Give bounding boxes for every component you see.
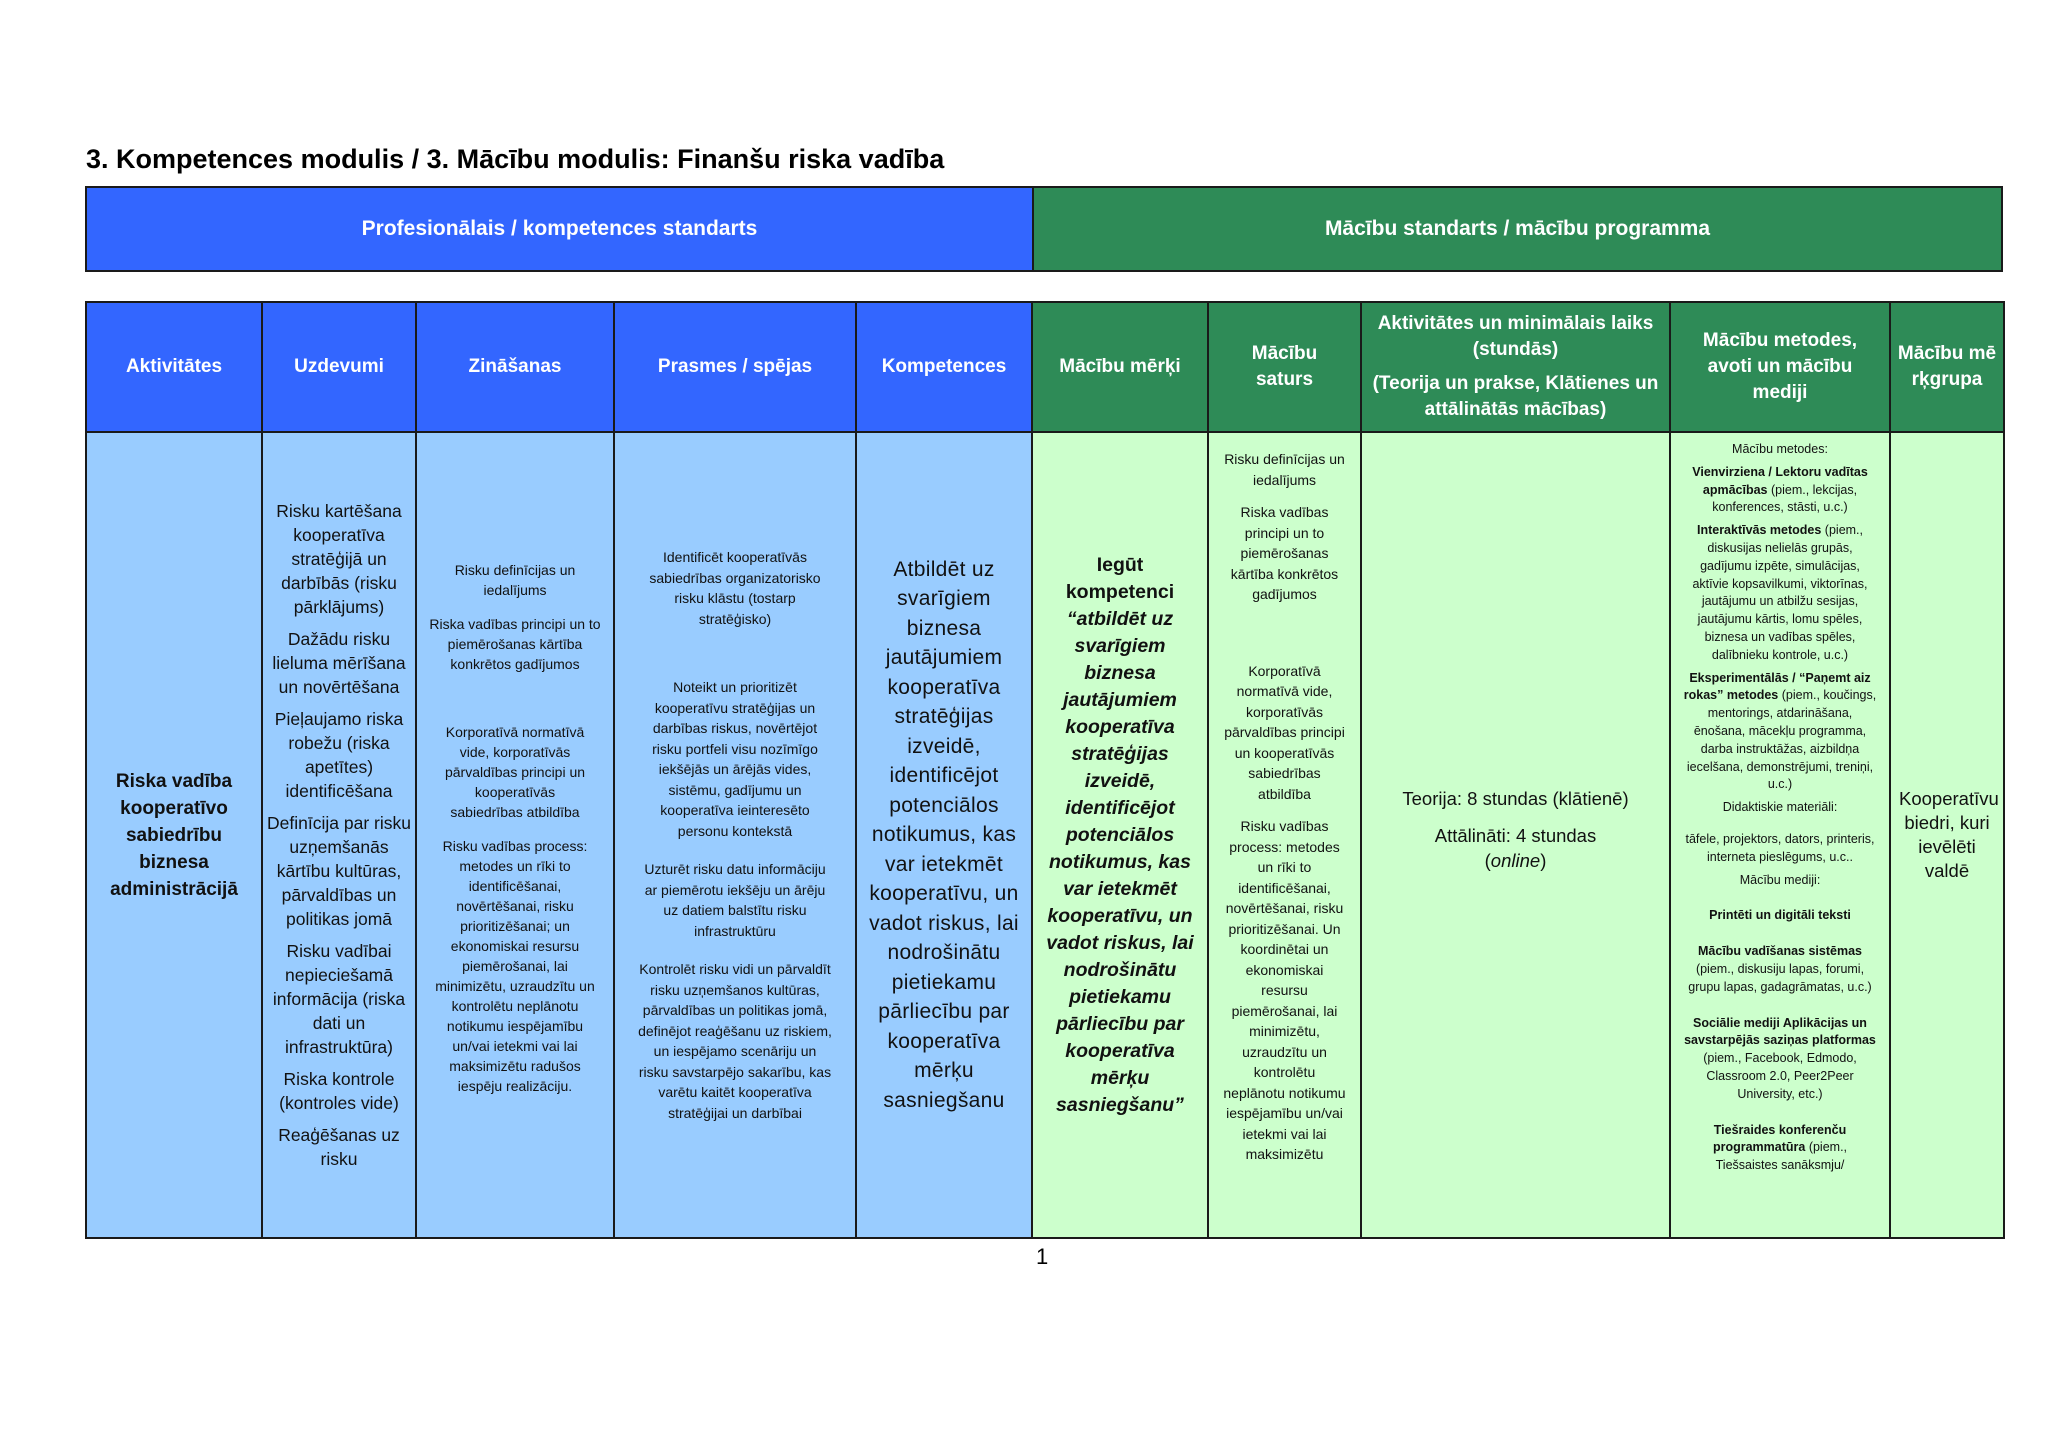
skill-item: Identificēt kooperatīvās sabiedrības organizatorisko risku klāstu (tostarp stratēģisko) bbox=[649, 549, 821, 627]
page-title: 3. Kompetences modulis / 3. Mācību modulis: Finanšu riska vadība bbox=[86, 144, 945, 174]
col-header-competences: Kompetences bbox=[856, 302, 1032, 432]
time-cell bbox=[1361, 432, 1670, 1238]
tasks-cell bbox=[262, 432, 416, 1238]
task-item: Dažādu risku lieluma mērīšana un novērtēšana bbox=[272, 629, 406, 697]
method-item: Eksperimentālās / “Paņemt aiz rokas” metodes (piem., koučings, mentorings, atdarināšana, ēnošana, mācekļu programma, darba instruktāžas, aizbildņa iecelšana, demonstrējumi, treniņi, u.c.) bbox=[1683, 670, 1877, 792]
task-item: Risku vadībai nepieciešamā informācija (riska dati un infrastruktūra) bbox=[272, 941, 406, 1057]
content-item: Korporatīvā normatīvā vide, korporatīvās pārvaldības principi un kooperatīvās sabiedrības atbildība bbox=[1224, 662, 1345, 802]
didactic-title: Didaktiskie materiāli: bbox=[1722, 800, 1838, 815]
didactic-items: tāfele, projektors, dators, printeris, interneta pieslēgums, u.c.. bbox=[1685, 831, 1875, 864]
media-item: Mācību vadīšanas sistēmas (piem., diskusiju lapas, forumi, grupu lapas, gadagrāmatas, u.c.) bbox=[1688, 944, 1872, 994]
header-row bbox=[86, 302, 2004, 432]
content-item: Risku vadības process: metodes un rīki to identificēšanai, novērtēšanai, risku prioritizēšanai. Un koordinētai un ekonomiskai resursu piemērošanai, lai minimizētu, uzraudzītu un kontrolētu neplānotu notikumu iespējamību un/vai ietekmi vai lai maksimizētu bbox=[1223, 818, 1346, 1162]
education-standard-header: Mācību standarts / mācību programma bbox=[1034, 188, 2001, 270]
media-item: Tiešraides konferenču programmatūra (piem., Tiešsaistes sanāksmju/ bbox=[1712, 1122, 1848, 1173]
professional-standard-header: Profesionālais / kompetences standarts bbox=[87, 188, 1034, 270]
col-header-target: Mācību mērķgrupa bbox=[1890, 302, 2004, 432]
col-header-knowledge: Zināšanas bbox=[416, 302, 614, 432]
media-title: Mācību mediji: bbox=[1739, 872, 1821, 887]
module-table bbox=[85, 301, 2005, 1239]
task-item: Riska kontrole (kontroles vide) bbox=[279, 1069, 399, 1113]
method-item: Vienvirziena / Lektoru vadītas apmācības (piem., lekcijas, konferences, stāsti, u.c.) bbox=[1692, 464, 1868, 515]
methods-title: Mācību metodes: bbox=[1732, 442, 1828, 456]
knowledge-item: Korporatīvā normatīvā vide, korporatīvās pārvaldības principi un kooperatīvās sabiedrības atbildība bbox=[444, 724, 586, 820]
col-header-time-sub: (Teorija un prakse, Klātienes un attālinātās mācības) bbox=[1372, 373, 1659, 420]
time-remote-mode: online bbox=[1490, 849, 1541, 871]
methods-cell bbox=[1670, 432, 1890, 1238]
goals-cell bbox=[1032, 432, 1208, 1238]
skill-item: Noteikt un prioritizēt kooperatīvu stratēģijas un darbības riskus, novērtējot risku portfeli visu nozīmīgo iekšējās un ārējās vides, sistēmu, gadījumu un kooperatīva ieinteresēto personu kontekstā bbox=[652, 679, 818, 839]
task-item: Risku kartēšana kooperatīva stratēģijā un darbībās (risku pārklājums) bbox=[276, 501, 402, 617]
content-item: Riska vadības principi un to piemērošanas kārtība konkrētos gadījumos bbox=[1230, 504, 1339, 602]
col-header-time bbox=[1361, 302, 1670, 432]
task-item: Reaģēšanas uz risku bbox=[278, 1125, 400, 1169]
module-row bbox=[86, 432, 2004, 1238]
task-item: Definīcija par risku uzņemšanās kārtību kultūras, pārvaldības un politikas jomā bbox=[267, 813, 411, 929]
method-item: Interaktīvās metodes (piem., diskusijas nelielās grupās, gadījumu izpēte, simulācijas, aktīvie kopsavilkumi, viktorīnas, jautājumu un atbilžu sesijas, jautājumu kārtis, lomu spēles, biznesa un vadības spēles, dalībnieku kontrole, u.c.) bbox=[1692, 523, 1868, 662]
target-cell: Kooperatīvu biedri, kuri ievēlēti valdē bbox=[1890, 432, 2004, 1238]
col-header-activities: Aktivitātes bbox=[86, 302, 262, 432]
skill-item: Uzturēt risku datu informāciju ar piemērotu iekšēju un ārēju uz datiem balstītu risku infrastruktūru bbox=[644, 861, 826, 939]
media-item: Printēti un digitāli teksti bbox=[1709, 908, 1851, 923]
time-remote-label: Attālināti: 4 stundas bbox=[1434, 824, 1597, 846]
col-header-goals: Mācību mērķi bbox=[1032, 302, 1208, 432]
goal-quote: “atbildēt uz svarīgiem biznesa jautājumiem kooperatīva stratēģijas izveidē, identificējot potenciālos notikumus, kas var ietekmēt kooperatīvu, un vadot riskus, lai nodrošinātu pietiekamu pārliecību par kooperatīva mērķu sasniegšanu” bbox=[1046, 607, 1194, 1116]
task-item: Pieļaujamo riska robežu (riska apetītes) identificēšana bbox=[274, 709, 404, 801]
media-item: Sociālie mediji Aplikācijas un savstarpējās saziņas platformas (piem., Facebook, Edmodo, Classroom 2.0, Peer2Peer University, etc.) bbox=[1684, 1015, 1876, 1101]
page-number: 1 bbox=[1036, 1244, 1049, 1269]
skill-item: Kontrolēt risku vidi un pārvaldīt risku uzņemšanos kultūras, pārvaldības un politikas jomā, definējot reaģēšanu uz riskiem, un iespējamo scenāriju un risku savstarpējo sakarību, kas varētu kaitēt kooperatīva stratēģijai un darbībai bbox=[638, 961, 832, 1121]
knowledge-item: Riska vadības principi un to piemērošanas kārtība konkrētos gadījumos bbox=[429, 616, 601, 672]
activity-cell: Riska vadība kooperatīvo sabiedrību biznesa administrācijā bbox=[86, 432, 262, 1238]
col-header-methods: Mācību metodes, avoti un mācību mediji bbox=[1670, 302, 1890, 432]
time-remote: Attālināti: 4 stundas (online) bbox=[1434, 824, 1597, 871]
knowledge-item: Risku vadības process: metodes un rīki to identificēšanai, novērtēšanai, risku prioritizēšanai; un ekonomiskai resursu piemērošanai, lai minimizētu, uzraudzītu un kontrolētu neplānotu notikumu iespējamību un/vai ietekmi vai lai maksimizētu radušos iespēju realizāciju. bbox=[435, 838, 595, 1094]
competence-cell: Atbildēt uz svarīgiem biznesa jautājumiem kooperatīva stratēģijas izveidē, identificējot potenciālos notikumus, kas var ietekmēt kooperatīvu, un vadot riskus, lai nodrošinātu pietiekamu pārliecību par kooperatīva mērķu sasniegšanu bbox=[856, 432, 1032, 1238]
goal-intro: Iegūt kompetenci bbox=[1065, 553, 1175, 603]
knowledge-item: Risku definīcijas un iedalījums bbox=[454, 562, 576, 598]
time-theory: Teorija: 8 stundas (klātienē) bbox=[1402, 787, 1629, 809]
content-cell bbox=[1208, 432, 1361, 1238]
col-header-skills: Prasmes / spējas bbox=[614, 302, 856, 432]
col-header-tasks: Uzdevumi bbox=[262, 302, 416, 432]
col-header-time-main: Aktivitātes un minimālais laiks (stundās) bbox=[1377, 313, 1654, 360]
knowledge-cell bbox=[416, 432, 614, 1238]
skills-cell bbox=[614, 432, 856, 1238]
standards-band bbox=[85, 186, 2003, 272]
col-header-content: Mācību saturs bbox=[1208, 302, 1361, 432]
content-item: Risku definīcijas un iedalījums bbox=[1224, 451, 1345, 488]
